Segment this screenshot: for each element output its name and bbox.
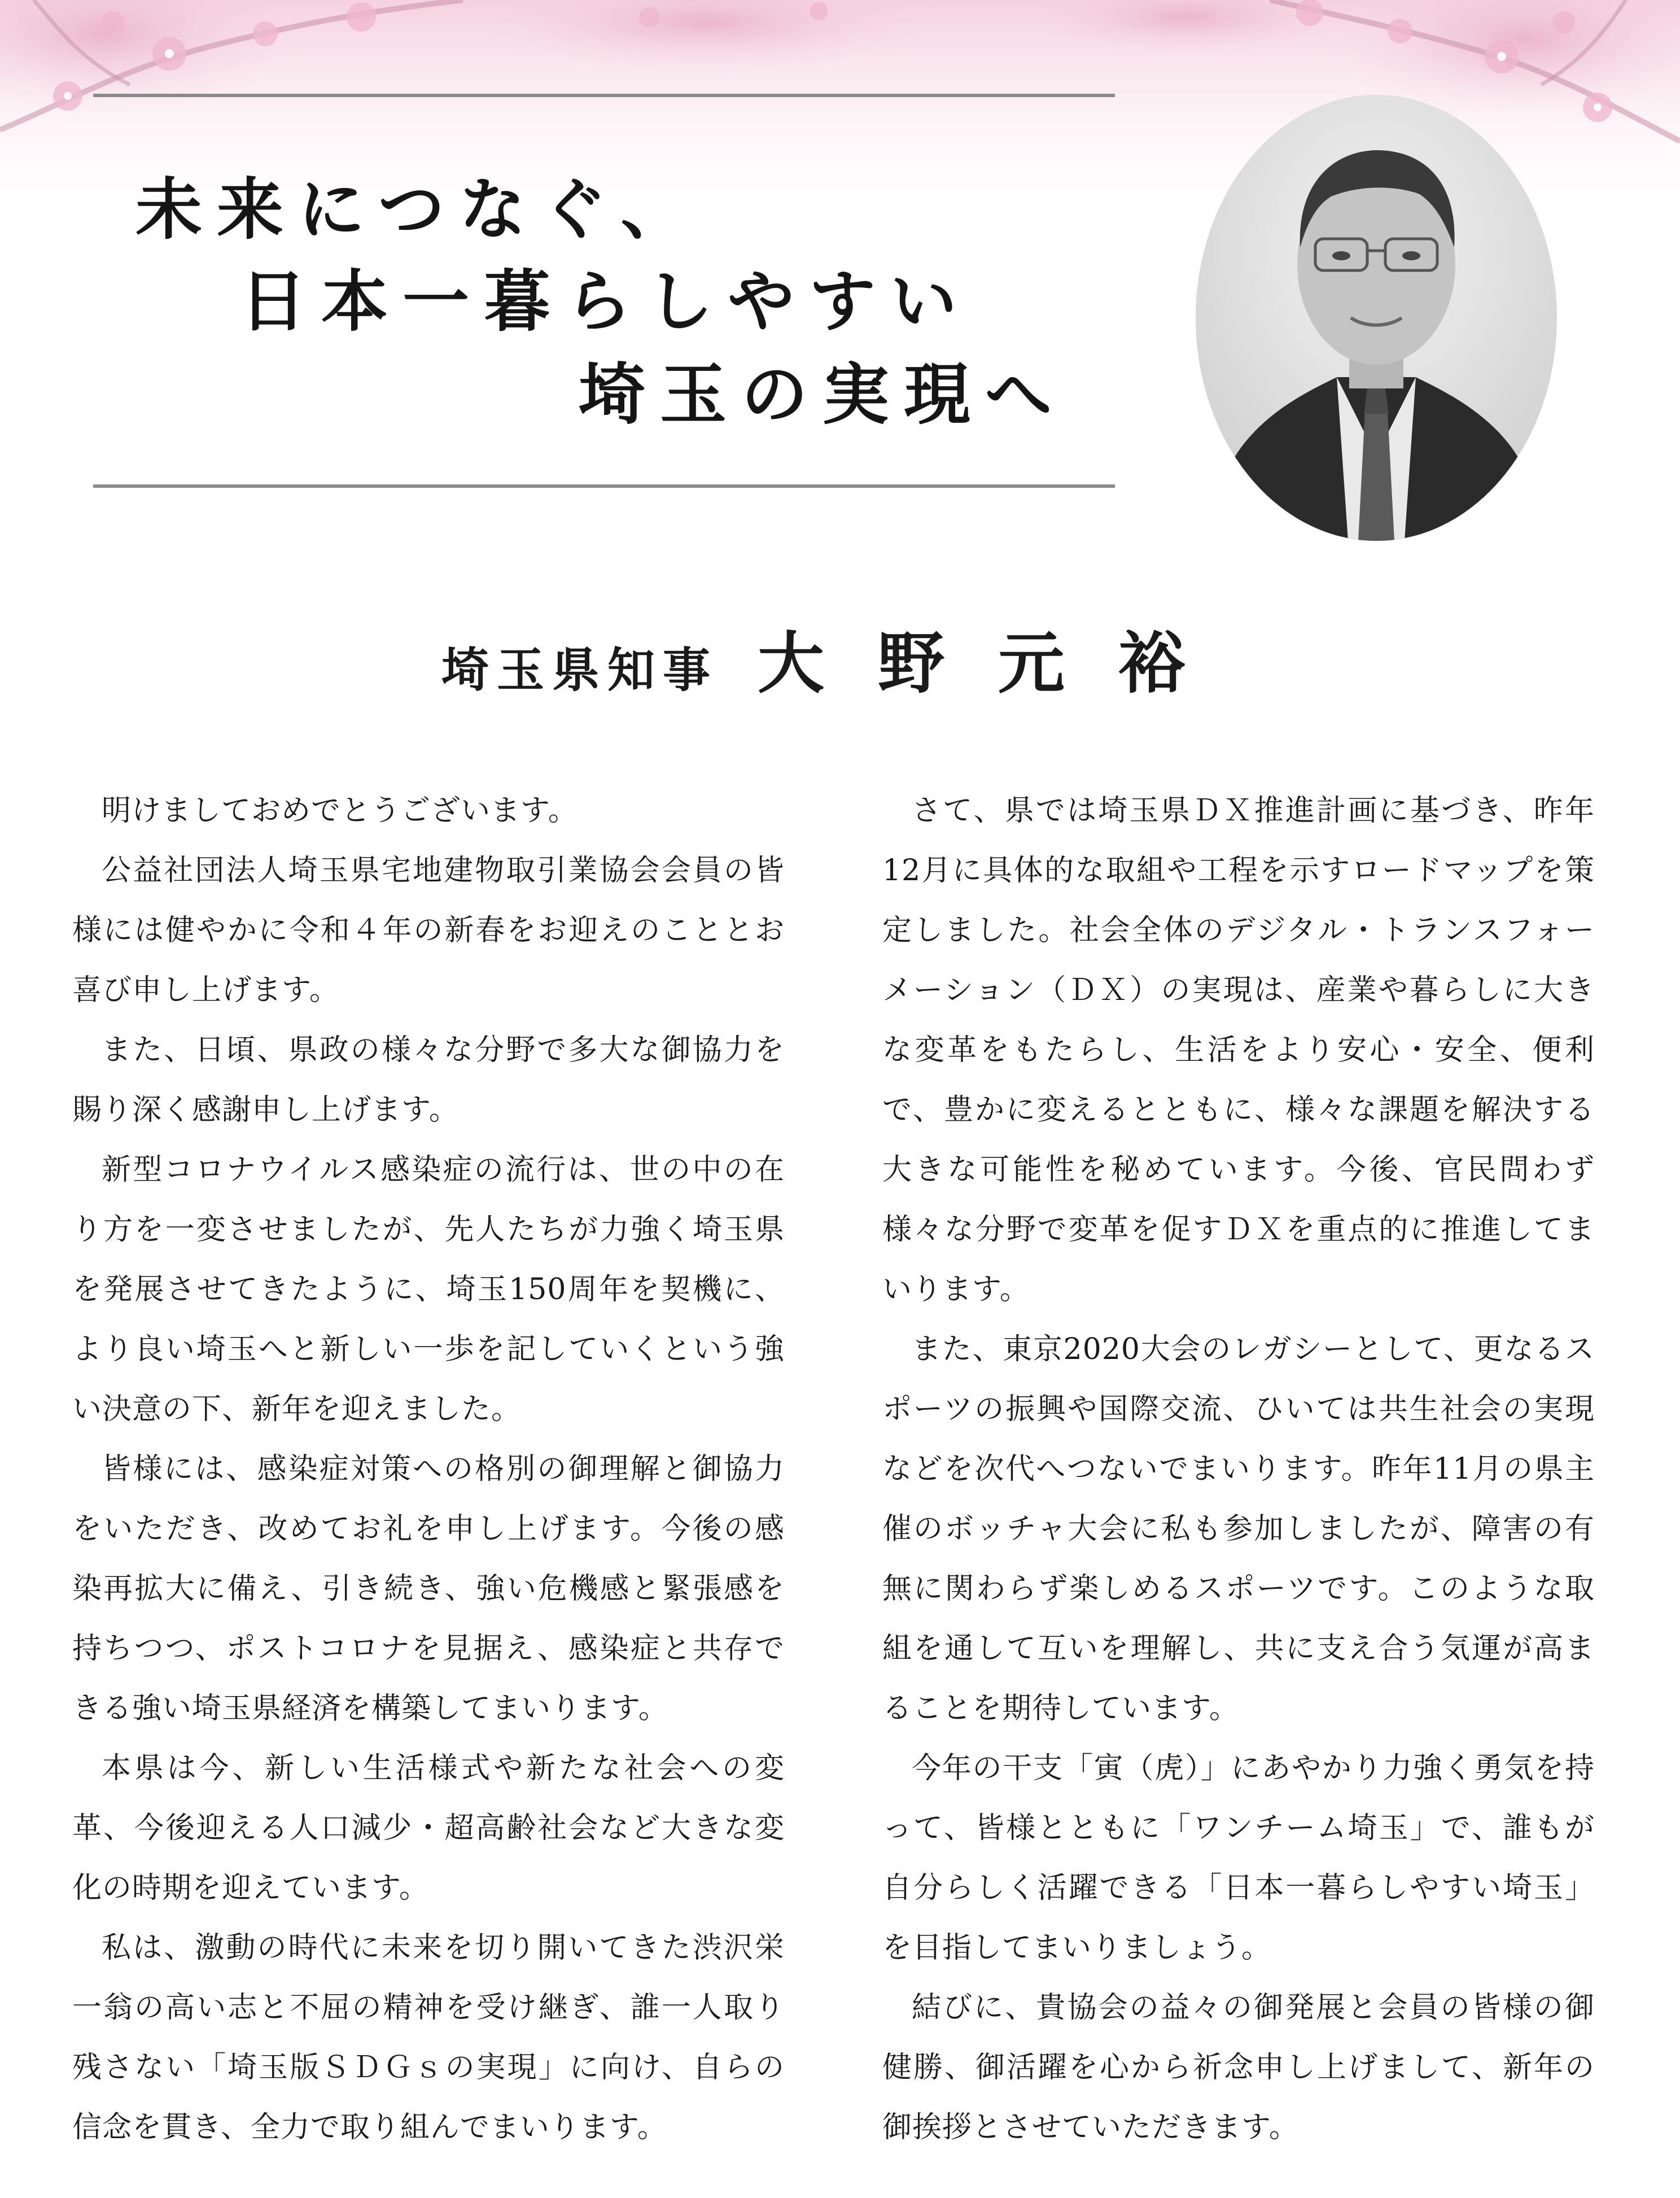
- headline-line-1: 未来につなぐ、: [135, 170, 702, 248]
- paragraph: 新型コロナウイルス感染症の流行は、世の中の在り方を一変させましたが、先人たちが力強く埼玉県を発展させてきたように、埼玉150周年を契機に、より良い埼玉へと新しい一歩を記していくという強い決意の下、新年を迎えました。: [72, 1153, 785, 1426]
- paragraph: 本県は今、新しい生活様式や新たな社会への変革、今後迎える人口減少・超高齢社会など大きな変化の時期を迎えています。: [72, 1751, 785, 1905]
- headline-line-2: 日本一暮らしやすい: [240, 262, 972, 340]
- paragraph: 明けましておめでとうございます。: [102, 794, 578, 828]
- paragraph: 私は、激動の時代に未来を切り開いてきた渋沢栄一翁の高い志と不屈の精神を受け継ぎ、誰一人取り残さない「埼玉版ＳＤＧｓの実現」に向け、自らの信念を貫き、全力で取り組んでまいります。: [72, 1931, 785, 2144]
- paragraph: 皆様には、感染症対策への格別の御理解と御協力をいただき、改めてお礼を申し上げます。今後の感染再拡大に備え、引き続き、強い危機感と緊張感を持ちつつ、ポストコロナを見据え、感染症と共存できる強い埼玉県経済を構築してまいります。: [72, 1452, 785, 1725]
- portrait-photo: [1196, 95, 1557, 541]
- body-column-right: [882, 781, 1595, 2157]
- paragraph: 結びに、貴協会の益々の御発展と会員の皆様の御健勝、御活躍を心から祈念申し上げまして、新年の御挨拶とさせていただきます。: [882, 1991, 1595, 2144]
- author-title: 埼玉県知事: [441, 642, 718, 698]
- paragraph: また、日頃、県政の様々な分野で多大な御協力を賜り深く感謝申し上げます。: [72, 1033, 785, 1127]
- byline: [0, 610, 1680, 706]
- paragraph: さて、県では埼玉県ＤＸ推進計画に基づき、昨年12月に具体的な取組や工程を示すロードマップを策定しました。社会全体のデジタル・トランスフォーメーション（ＤＸ）の実現は、産業や暮らしに大きな変革をもたらし、生活をより安心・安全、便利で、豊かに変えるとともに、様々な課題を解決する大きな可能性を秘めています。今後、官民問わず様々な分野で変革を促すＤＸを重点的に推進してまいります。: [882, 794, 1595, 1306]
- paragraph: 今年の干支「寅（虎）」にあやかり力強く勇気を持って、皆様とともに「ワンチーム埼玉」で、誰もが自分らしく活躍できる「日本一暮らしやすい埼玉」を目指してまいりましょう。: [882, 1751, 1595, 1965]
- paragraph: また、東京2020大会のレガシーとして、更なるスポーツの振興や国際交流、ひいては共生社会の実現などを次代へつないでまいります。昨年11月の県主催のボッチャ大会に私も参加しましたが、障害の有無に関わらず楽しめるスポーツです。このような取組を通して互いを理解し、共に支え合う気運が高まることを期待しています。: [882, 1332, 1595, 1725]
- author-name: 大野元裕: [758, 624, 1239, 702]
- top-divider: [93, 94, 1115, 97]
- body-column-left: [72, 781, 785, 2157]
- bottom-divider: [93, 484, 1115, 488]
- paragraph: 公益社団法人埼玉県宅地建物取引業協会会員の皆様には健やかに令和４年の新春をお迎えのこととお喜び申し上げます。: [72, 854, 785, 1007]
- headline-line-3: 埼玉の実現へ: [579, 355, 1067, 434]
